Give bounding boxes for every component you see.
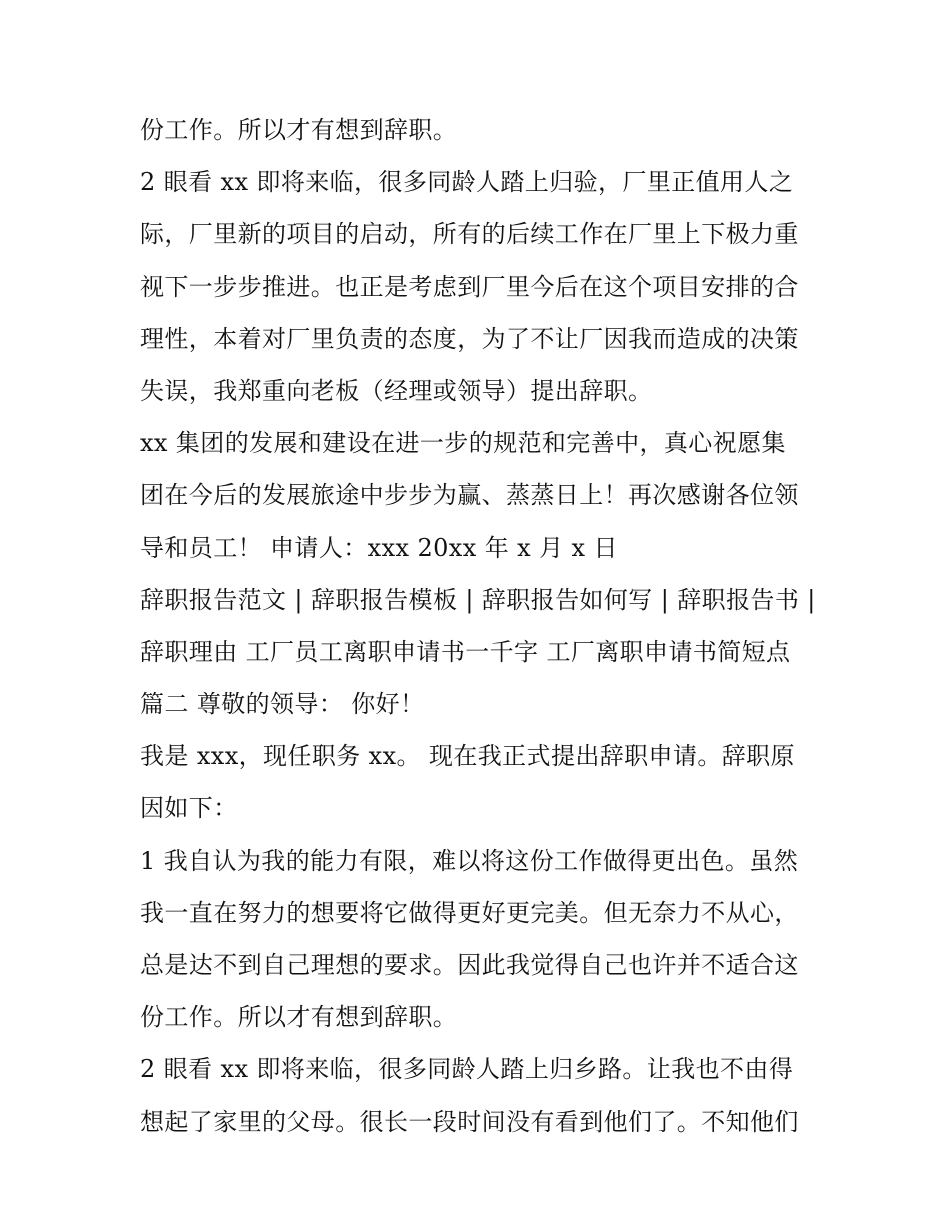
text-line-8: 团在今后的发展旅途中步步为赢、蒸蒸日上！再次感谢各位领 [140, 481, 799, 510]
text-line-3: 际，厂里新的项目的启动，所有的后续工作在厂里上下极力重 [140, 220, 799, 249]
text-line-12: 篇二 尊敬的领导： 你好！ [140, 690, 425, 719]
text-line-9: 导和员工！ 申请人：xxx 20xx 年 x 月 x 日 [140, 533, 618, 562]
text-line-14: 因如下： [140, 794, 238, 823]
text-line-17: 总是达不到自己理想的要求。因此我觉得自己也许并不适合这 [140, 951, 799, 979]
text-line-18: 份工作。所以才有想到辞职。 [140, 1003, 458, 1032]
text-line-2: 2 眼看 xx 即将来临，很多同龄人踏上归验，厂里正值用人之 [140, 168, 794, 197]
text-line-11: 辞职理由 工厂员工离职申请书一千字 工厂离职申请书简短点 [140, 637, 791, 666]
text-line-20: 想起了家里的父母。很长一段时间没有看到他们了。不知他们 [140, 1107, 799, 1136]
text-line-7: xx 集团的发展和建设在进一步的规范和完善中，真心祝愿集 [140, 429, 786, 458]
text-line-6: 失误，我郑重向老板（经理或领导）提出辞职。 [140, 376, 653, 405]
text-line-19: 2 眼看 xx 即将来临，很多同龄人踏上归乡路。让我也不由得 [140, 1055, 794, 1084]
document-body [140, 104, 820, 1148]
text-line-15: 1 我自认为我的能力有限，难以将这份工作做得更出色。虽然 [140, 846, 799, 875]
text-line-10: 辞职报告范文 | 辞职报告模板 | 辞职报告如何写 | 辞职报告书 | [140, 585, 816, 614]
text-line-13: 我是 xxx，现任职务 xx。 现在我正式提出辞职申请。辞职原 [140, 742, 795, 771]
text-line-16: 我一直在努力的想要将它做得更好更完美。但无奈力不从心， [140, 898, 799, 927]
text-line-1: 份工作。所以才有想到辞职。 [140, 116, 458, 144]
text-line-4: 视下一步步推进。也正是考虑到厂里今后在这个项目安排的合 [140, 272, 799, 301]
text-line-5: 理性，本着对厂里负责的态度，为了不让厂因我而造成的决策 [140, 324, 799, 353]
